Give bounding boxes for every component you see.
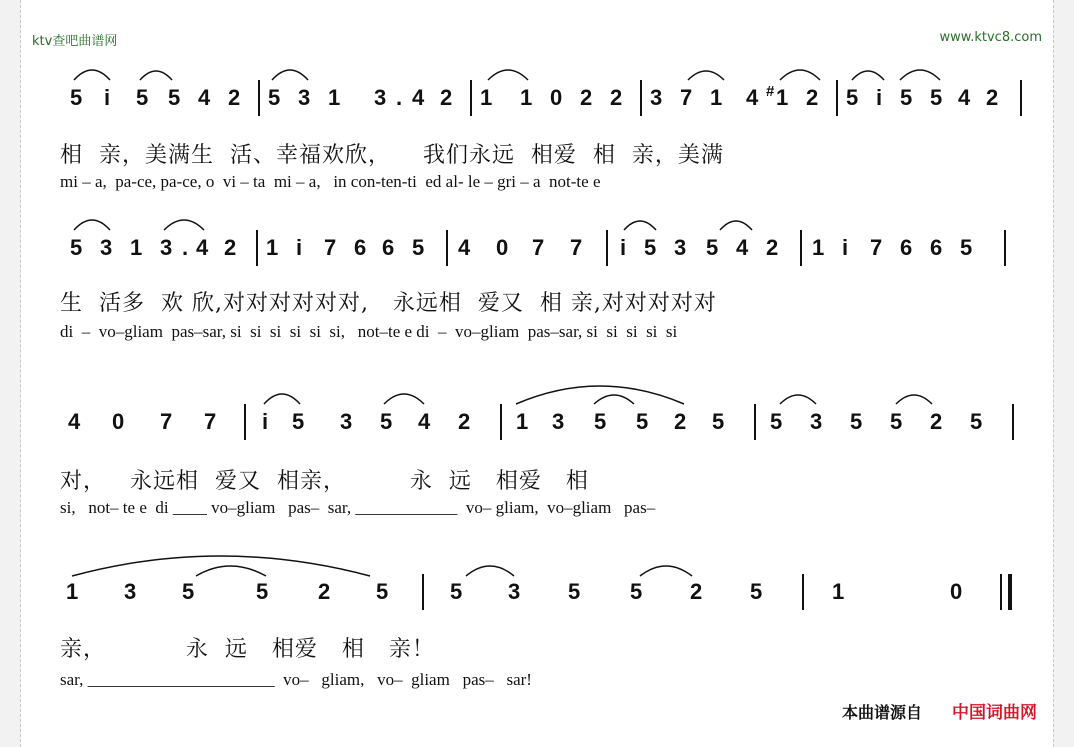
- note: 6: [382, 235, 395, 260]
- slur-marks: [0, 376, 1074, 410]
- note: 4: [68, 409, 81, 434]
- note: 5: [70, 235, 83, 260]
- italian-lyrics: si, not– te e di ____ vo–gliam pas– sar, ____________ vo– gliam, vo–gliam pas–: [60, 498, 656, 517]
- note: 6: [930, 235, 943, 260]
- note: 7: [160, 409, 173, 434]
- site-watermark-left: ktv查吧曲谱网: [32, 34, 118, 49]
- note: 5: [70, 85, 83, 110]
- note: 5: [712, 409, 725, 434]
- note: 1: [328, 85, 341, 110]
- note: 2: [806, 85, 819, 110]
- note: .: [396, 85, 403, 110]
- note: #: [766, 83, 775, 100]
- note: 5: [380, 409, 393, 434]
- note: 5: [256, 579, 269, 604]
- note: 2: [580, 85, 593, 110]
- note: 7: [532, 235, 545, 260]
- note: 3: [340, 409, 353, 434]
- note: 4: [736, 235, 749, 260]
- note: 4: [958, 85, 971, 110]
- note: 6: [354, 235, 367, 260]
- note: 5: [644, 235, 657, 260]
- note: 5: [412, 235, 425, 260]
- note: 7: [204, 409, 217, 434]
- note: i: [262, 409, 269, 434]
- note: 4: [196, 235, 209, 260]
- note: i: [620, 235, 627, 260]
- note: 6: [900, 235, 913, 260]
- note: i: [296, 235, 303, 260]
- note: 2: [690, 579, 703, 604]
- note: 5: [706, 235, 719, 260]
- left-margin-strip: [0, 0, 21, 747]
- site-watermark-right: www.ktvc8.com: [939, 30, 1042, 45]
- note: 4: [198, 85, 211, 110]
- note: i: [842, 235, 849, 260]
- note: 1: [710, 85, 723, 110]
- note: 3: [810, 409, 823, 434]
- italian-lyrics: sar, ______________________ vo– gliam, vo– gliam pas– sar!: [60, 670, 532, 689]
- note: 5: [850, 409, 863, 434]
- note: 2: [610, 85, 623, 110]
- note: 1: [776, 85, 789, 110]
- note: 7: [324, 235, 337, 260]
- note: 1: [130, 235, 143, 260]
- chinese-lyrics: 对， 永远相 爱又 相亲， 永 远 相爱 相: [60, 469, 589, 494]
- notation-line: [60, 410, 1034, 442]
- note: 2: [674, 409, 687, 434]
- note: 2: [986, 85, 999, 110]
- note: 5: [376, 579, 389, 604]
- note: 0: [112, 409, 125, 434]
- note: 3: [100, 235, 113, 260]
- slur-marks: [0, 58, 1074, 88]
- note: 7: [680, 85, 693, 110]
- note: 5: [168, 85, 181, 110]
- note: 3: [298, 85, 311, 110]
- note: 5: [960, 235, 973, 260]
- note: 3: [124, 579, 137, 604]
- note: 5: [770, 409, 783, 434]
- note: 1: [66, 579, 79, 604]
- note: 1: [520, 85, 533, 110]
- note: 0: [550, 85, 563, 110]
- note: 2: [318, 579, 331, 604]
- notation-line: [60, 236, 1034, 268]
- italian-lyrics: di – vo–gliam pas–sar, si si si si si si, not–te e di – vo–gliam pas–sar, si si si si si: [60, 322, 678, 341]
- note: 5: [568, 579, 581, 604]
- note: 5: [292, 409, 305, 434]
- note: 3: [374, 85, 387, 110]
- note: 5: [750, 579, 763, 604]
- note: 1: [832, 579, 845, 604]
- slur-marks: [0, 546, 1074, 580]
- note: i: [104, 85, 111, 110]
- note: 7: [870, 235, 883, 260]
- note: 4: [746, 85, 759, 110]
- note: 2: [228, 85, 241, 110]
- note: 5: [636, 409, 649, 434]
- note: 7: [570, 235, 583, 260]
- note: 5: [890, 409, 903, 434]
- note: 5: [136, 85, 149, 110]
- note: 4: [418, 409, 431, 434]
- note: 5: [182, 579, 195, 604]
- slur-marks: [0, 208, 1074, 238]
- note: 5: [450, 579, 463, 604]
- note: 5: [970, 409, 983, 434]
- note: .: [182, 235, 189, 260]
- note: 5: [846, 85, 859, 110]
- note: 2: [224, 235, 237, 260]
- note: 1: [480, 85, 493, 110]
- note: 0: [950, 579, 963, 604]
- note: 2: [458, 409, 471, 434]
- note: 3: [650, 85, 663, 110]
- right-margin-strip: [1053, 0, 1074, 747]
- note: 5: [900, 85, 913, 110]
- chinese-lyrics: 相 亲，美满生 活、幸福欢欣， 我们永远 相爱 相 亲，美满: [60, 143, 724, 168]
- note: 5: [930, 85, 943, 110]
- chinese-lyrics: 亲， 永 远 相爱 相 亲！: [60, 637, 435, 662]
- note: 1: [266, 235, 279, 260]
- note: 4: [458, 235, 471, 260]
- note: 2: [766, 235, 779, 260]
- source-label: 本曲谱源自: [842, 703, 923, 722]
- note: 5: [630, 579, 643, 604]
- chinese-lyrics: 生 活多 欢 欣,对对对对对对, 永远相 爱又 相 亲,对对对对对: [60, 291, 717, 316]
- note: 2: [440, 85, 453, 110]
- note: 1: [812, 235, 825, 260]
- note: 2: [930, 409, 943, 434]
- note: 3: [508, 579, 521, 604]
- note: 5: [594, 409, 607, 434]
- note: 3: [674, 235, 687, 260]
- note: 0: [496, 235, 509, 260]
- note: i: [876, 85, 883, 110]
- note: 5: [268, 85, 281, 110]
- source-site: 中国词曲网: [952, 703, 1037, 723]
- note: 3: [160, 235, 173, 260]
- notation-line: [60, 83, 1034, 118]
- note: 1: [516, 409, 529, 434]
- note: 3: [552, 409, 565, 434]
- italian-lyrics: mi – a, pa-ce, pa-ce, o vi – ta mi – a, in con-ten-ti ed al- le – gri – a not-te e: [60, 172, 601, 191]
- note: 4: [412, 85, 425, 110]
- notation-line: [60, 580, 1034, 612]
